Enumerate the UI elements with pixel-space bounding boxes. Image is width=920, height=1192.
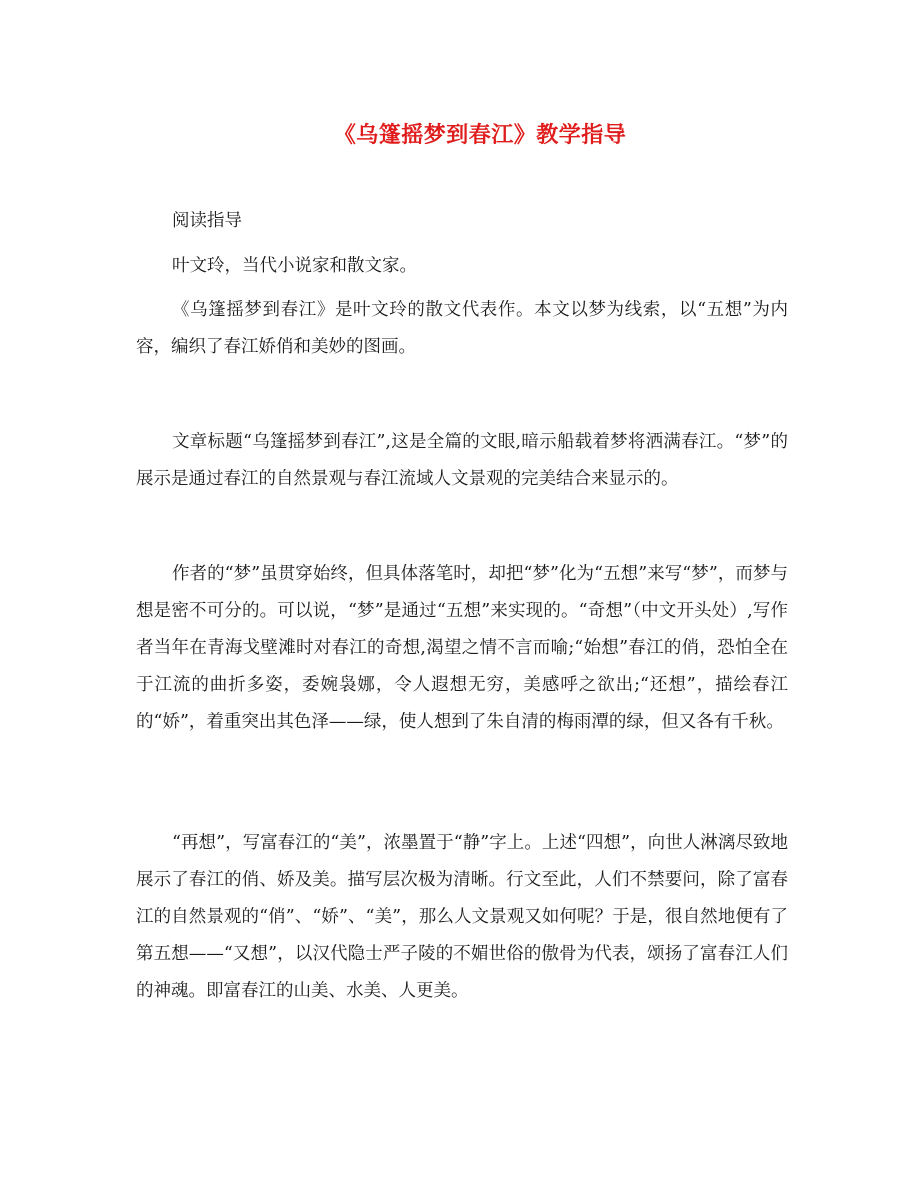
section-heading: 阅读指导 <box>172 211 242 231</box>
paragraph-intro: 《乌篷摇梦到春江》是叶文玲的散文代表作。本文以梦为线索，以“五想”为内容，编织了春江娇俏和美妙的图画。 <box>136 300 788 357</box>
paragraph-author: 叶文玲，当代小说家和散文家。 <box>172 256 417 276</box>
paragraph-five-thoughts: 作者的“梦”虽贯穿始终，但具体落笔时，却把“梦”化为“五想”来写“梦”，而梦与想是密不可分的。可以说，“梦”是通过“五想”来实现的。“奇想”（中文开头处）,写作者当年在青海戈壁滩时对春江的奇想,渴望之情不言而喻;“始想”春江的俏，恐怕全在于江流的曲折多姿，委婉袅娜，令人遐想无穷，美感呼之欲出;“还想”，描绘春江的“娇”，着重突出其色泽——绿，使人想到了朱自清的梅雨潭的绿，但又各有千秋。 <box>136 564 788 732</box>
page-title: 《乌篷摇梦到春江》教学指导 <box>333 123 627 148</box>
paragraph-fifth-thought: “再想”，写富春江的“美”，浓墨置于“静”字上。上述“四想”，向世人淋漓尽致地展示了春江的俏、娇及美。描写层次极为清晰。行文至此，人们不禁要问，除了富春江的自然景观的“俏”、“娇”、“美”，那么人文景观又如何呢？于是，很自然地便有了第五想——“又想”，以汉代隐士严子陵的不媚世俗的傲骨为代表，颂扬了富春江人们的神魂。即富春江的山美、水美、人更美。 <box>136 833 788 1001</box>
paragraph-title-analysis: 文章标题“乌篷摇梦到春江”,这是全篇的文眼,暗示船载着梦将洒满春江。“梦”的展示是通过春江的自然景观与春江流域人文景观的完美结合来显示的。 <box>136 432 788 489</box>
